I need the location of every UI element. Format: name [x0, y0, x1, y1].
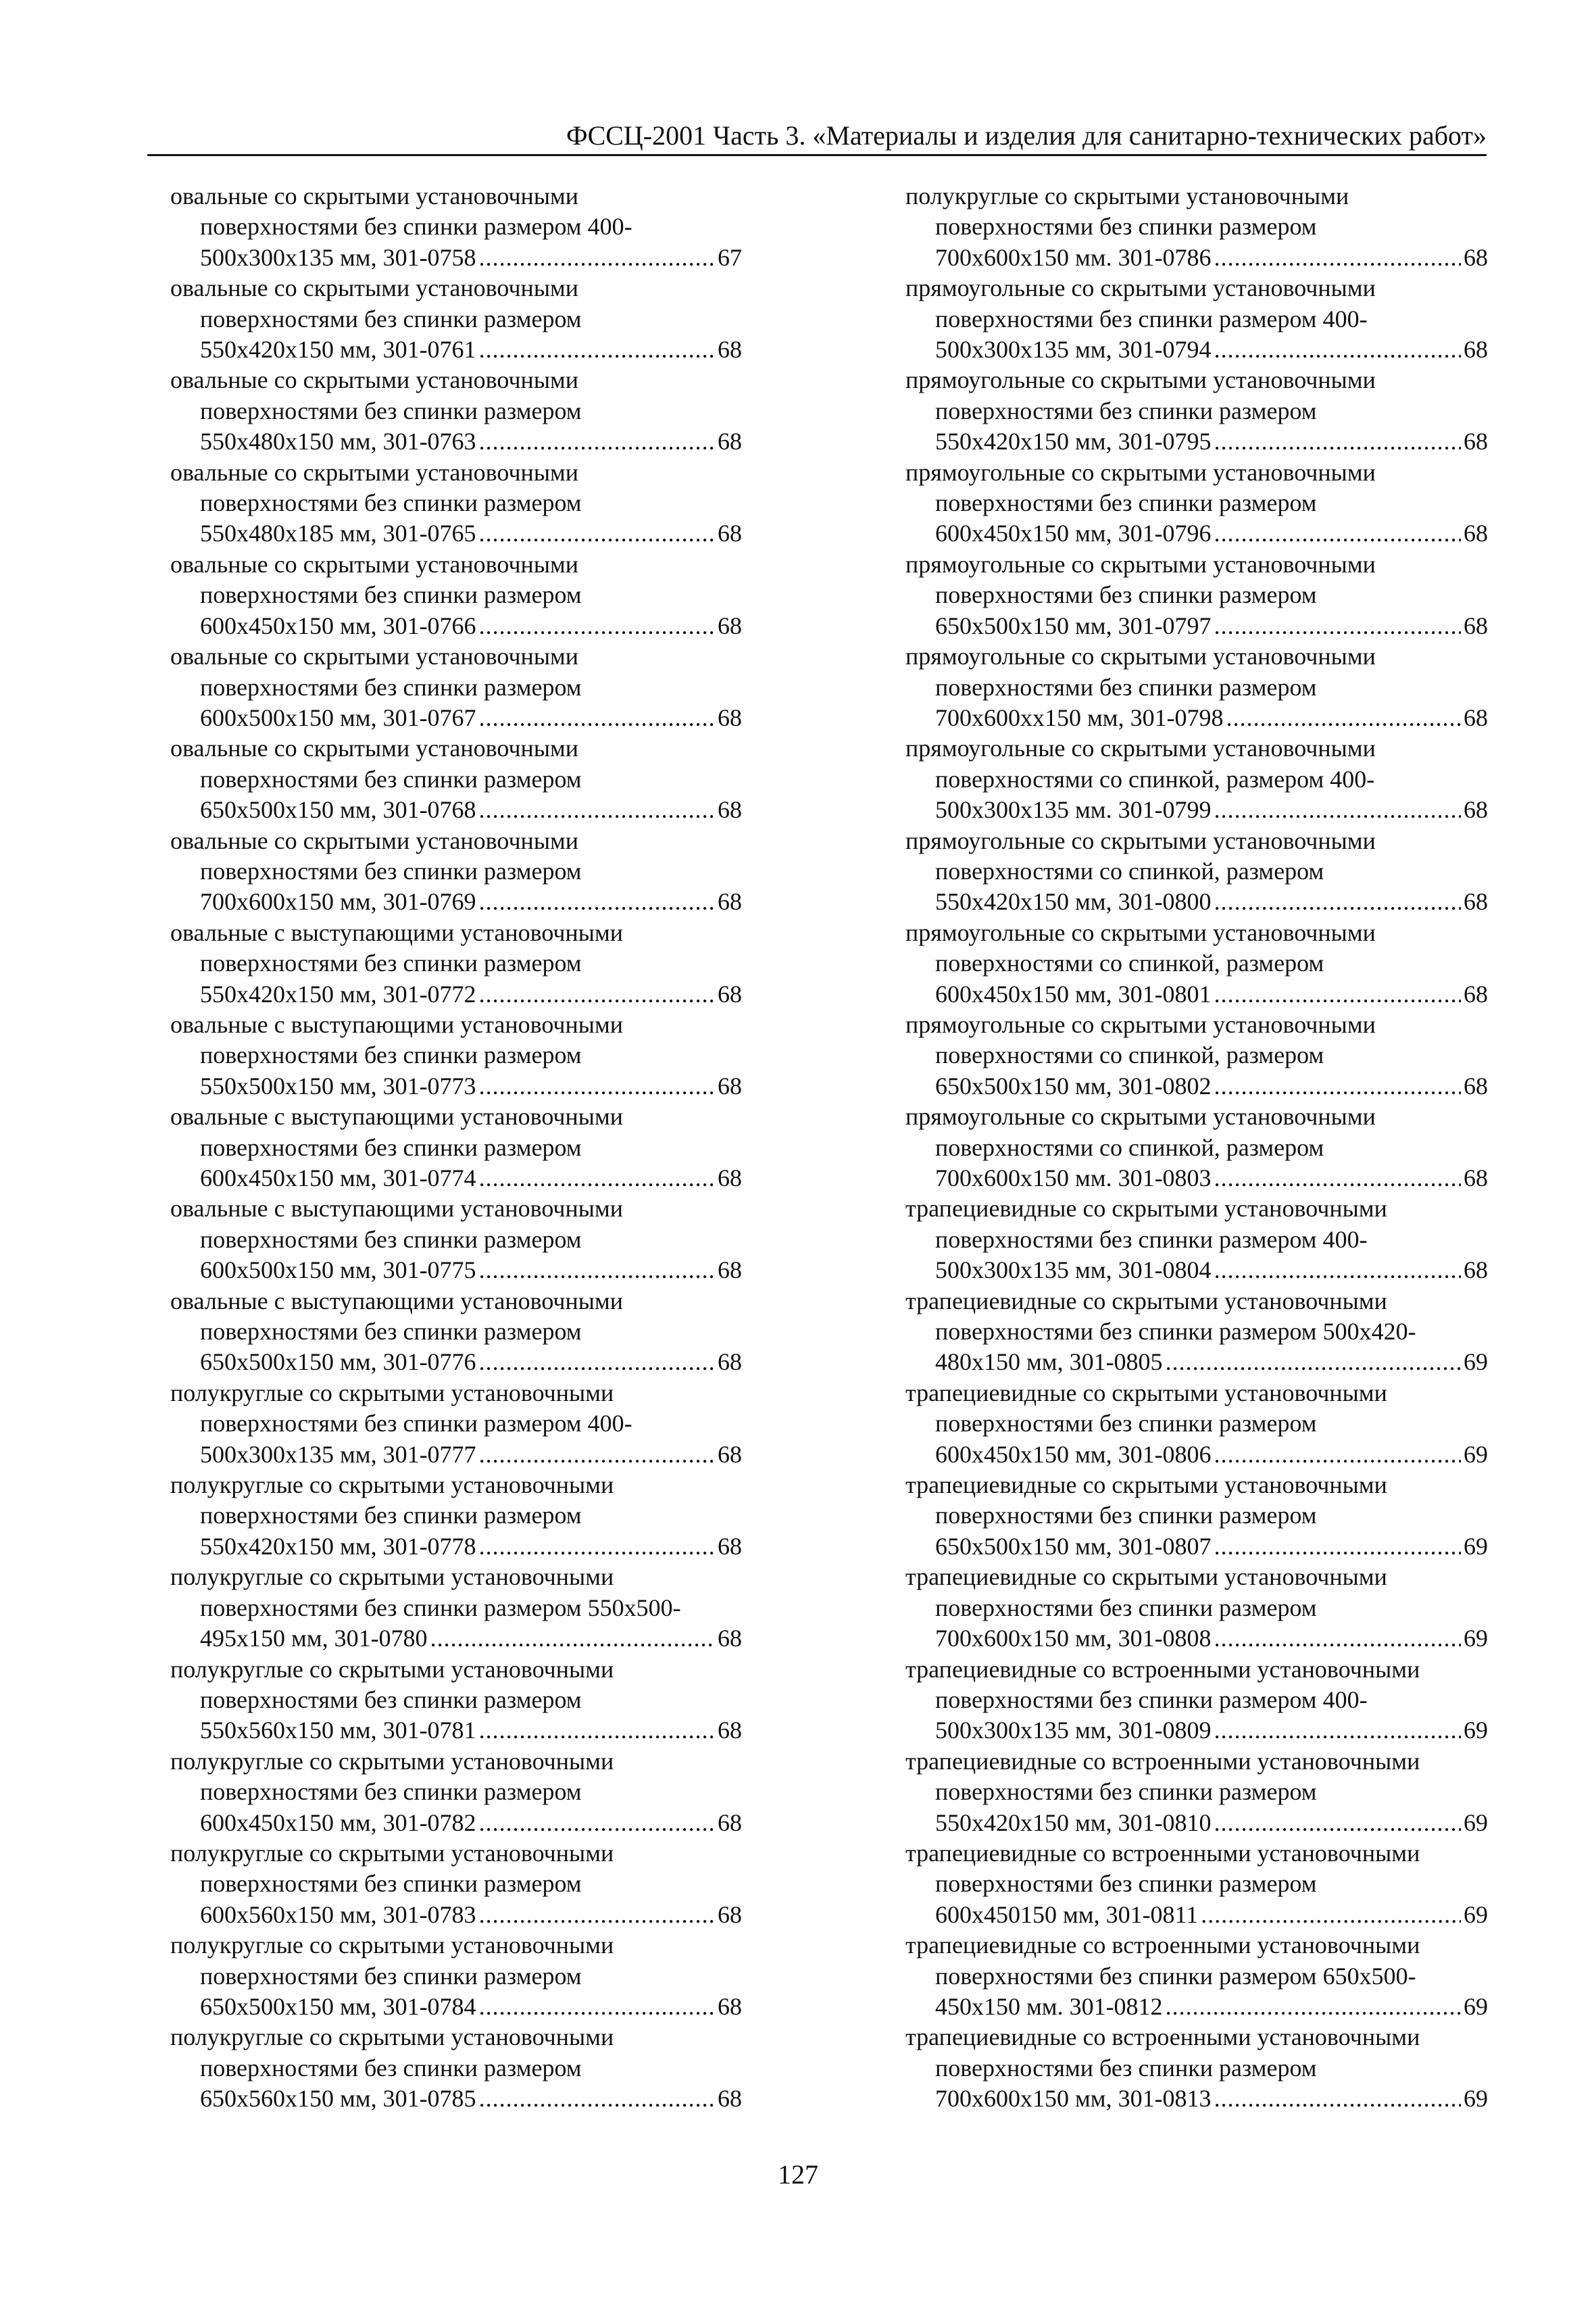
- entry-text-line: овальные со скрытыми установочными: [170, 550, 579, 578]
- dot-leader: [479, 1531, 715, 1562]
- entry-page-ref: 68: [1464, 520, 1488, 547]
- entry-text-line: поверхностями без спинки размером 550x500-: [200, 1594, 681, 1621]
- entry-text-line: поверхностями без спинки размером: [200, 1225, 582, 1253]
- entry-page-ref: 68: [718, 520, 742, 547]
- dot-leader: [1226, 703, 1461, 733]
- dot-leader: [479, 1071, 715, 1102]
- index-entry: [905, 641, 1488, 733]
- entry-text-line: поверхностями без спинки размером: [200, 1041, 582, 1069]
- entry-text-line: прямоугольные со скрытыми установочными: [905, 366, 1376, 394]
- index-entry: [170, 1838, 742, 1930]
- entry-page-ref: 68: [1464, 796, 1488, 824]
- entry-code-text: 650x560x150 мм, 301-0785: [200, 2085, 476, 2113]
- index-entry: [170, 1286, 742, 1378]
- index-entry: [905, 458, 1488, 549]
- index-entry: [170, 1193, 742, 1285]
- entry-last-line: [905, 243, 1488, 273]
- dot-leader: [479, 703, 715, 733]
- dot-leader: [479, 1347, 715, 1377]
- entry-code-text: 700x600x150 мм, 301-0808: [935, 1625, 1212, 1652]
- entry-page-ref: 68: [718, 1348, 742, 1376]
- index-entry: [170, 365, 742, 457]
- entry-last-line: [905, 887, 1488, 917]
- entry-page-ref: 68: [718, 980, 742, 1008]
- entry-text-line: поверхностями без спинки размером: [935, 1870, 1317, 1898]
- entry-code-text: 600x560x150 мм, 301-0783: [200, 1900, 476, 1928]
- entry-last-line: [905, 1900, 1488, 1930]
- entry-text-line: поверхностями без спинки размером: [935, 1410, 1317, 1437]
- index-entry: [170, 1470, 742, 1562]
- entry-last-line: [170, 1808, 742, 1838]
- entry-text-line: прямоугольные со скрытыми установочными: [905, 274, 1376, 302]
- entry-text-line: поверхностями без спинки размером: [935, 1594, 1317, 1621]
- entry-page-ref: 68: [718, 1900, 742, 1928]
- entry-text-line: поверхностями со спинкой, размером: [935, 1133, 1324, 1161]
- entry-code-text: 550x560x150 мм, 301-0781: [200, 1717, 476, 1744]
- entry-code-text: 700x600x150 мм. 301-0786: [935, 243, 1212, 271]
- entry-text-line: овальные с выступающими установочными: [170, 1287, 624, 1314]
- entry-text-line: поверхностями без спинки размером: [200, 581, 582, 609]
- index-entry: [905, 826, 1488, 918]
- entry-text-line: трапециевидные со скрытыми установочными: [905, 1195, 1387, 1223]
- entry-text-line: трапециевидные со скрытыми установочными: [905, 1379, 1387, 1406]
- dot-leader: [479, 1255, 715, 1285]
- entry-text-line: овальные с выступающими установочными: [170, 918, 624, 946]
- entry-text-line: поверхностями без спинки размером: [200, 305, 582, 333]
- entry-text-line: полукруглые со скрытыми установочными: [905, 182, 1349, 210]
- entry-page-ref: 68: [718, 428, 742, 456]
- dot-leader: [1166, 1347, 1461, 1377]
- entry-code-text: 480x150 мм, 301-0805: [935, 1348, 1163, 1376]
- entry-code-text: 600x450x150 мм, 301-0806: [935, 1440, 1212, 1468]
- index-entry: [170, 1102, 742, 1193]
- entry-last-line: [170, 1900, 742, 1930]
- entry-page-ref: 68: [718, 1072, 742, 1100]
- dot-leader: [1214, 1808, 1461, 1838]
- index-column-left: [170, 181, 742, 2115]
- entry-text-line: трапециевидные со скрытыми установочными: [905, 1287, 1387, 1314]
- entry-text-line: прямоугольные со скрытыми установочными: [905, 550, 1376, 578]
- entry-code-text: 700x600x150 мм, 301-0769: [200, 888, 476, 916]
- dot-leader: [1214, 518, 1461, 549]
- dot-leader: [479, 518, 715, 549]
- entry-last-line: [170, 611, 742, 641]
- entry-text-line: полукруглые со скрытыми установочными: [170, 1931, 614, 1959]
- entry-text-line: поверхностями без спинки размером 400-: [935, 305, 1368, 333]
- entry-text-line: овальные со скрытыми установочными: [170, 827, 579, 854]
- entry-page-ref: 68: [718, 1625, 742, 1652]
- entry-text-line: овальные с выступающими установочными: [170, 1010, 624, 1038]
- running-header: ФССЦ-2001 Часть 3. «Материалы и изделия для санитарно-технических работ»: [566, 120, 1487, 151]
- entry-text-line: поверхностями без спинки размером: [200, 1870, 582, 1898]
- entry-text-line: полукруглые со скрытыми установочными: [170, 1747, 614, 1775]
- entry-text-line: поверхностями без спинки размером 500x420-: [935, 1318, 1416, 1346]
- entry-text-line: трапециевидные со встроенными установочными: [905, 1747, 1420, 1775]
- entry-page-ref: 68: [1464, 888, 1488, 916]
- entry-page-ref: 69: [1464, 1625, 1488, 1652]
- dot-leader: [430, 1623, 715, 1654]
- entry-text-line: поверхностями без спинки размером 400-: [935, 1225, 1368, 1253]
- entry-page-ref: 69: [1464, 2085, 1488, 2113]
- entry-code-text: 500x300x135 мм, 301-0804: [935, 1256, 1212, 1284]
- entry-text-line: поверхностями без спинки размером: [935, 397, 1317, 424]
- index-entry: [170, 549, 742, 641]
- dot-leader: [1214, 1623, 1461, 1654]
- dot-leader: [479, 795, 715, 825]
- dot-leader: [1214, 426, 1461, 457]
- entry-text-line: поверхностями без спинки размером: [200, 1962, 582, 1990]
- entry-text-line: поверхностями без спинки размером 650x500-: [935, 1962, 1416, 1990]
- dot-leader: [479, 2084, 715, 2114]
- index-entry: [170, 1746, 742, 1838]
- entry-text-line: овальные с выступающими установочными: [170, 1103, 624, 1131]
- index-entry: [905, 1562, 1488, 1654]
- entry-last-line: [905, 611, 1488, 641]
- dot-leader: [1214, 979, 1461, 1010]
- entry-code-text: 600x500x150 мм, 301-0775: [200, 1256, 476, 1284]
- entry-code-text: 550x420x150 мм, 301-0800: [935, 888, 1212, 916]
- entry-text-line: полукруглые со скрытыми установочными: [170, 1563, 614, 1591]
- dot-leader: [479, 979, 715, 1010]
- index-entry: [170, 1930, 742, 2022]
- dot-leader: [1214, 1255, 1461, 1285]
- entry-text-line: прямоугольные со скрытыми установочными: [905, 1103, 1376, 1131]
- entry-last-line: [905, 1531, 1488, 1562]
- index-entry: [905, 1193, 1488, 1285]
- entry-text-line: поверхностями без спинки размером: [200, 1502, 582, 1529]
- index-entry: [905, 1838, 1488, 1930]
- entry-page-ref: 68: [718, 796, 742, 824]
- entry-last-line: [170, 703, 742, 733]
- index-entry: [905, 1378, 1488, 1470]
- entry-text-line: прямоугольные со скрытыми установочными: [905, 735, 1376, 762]
- entry-code-text: 600x450x150 мм, 301-0774: [200, 1164, 476, 1191]
- dot-leader: [1214, 1163, 1461, 1193]
- entry-text-line: полукруглые со скрытыми установочными: [170, 1379, 614, 1406]
- header-rule: [147, 154, 1487, 156]
- index-entry: [170, 458, 742, 549]
- entry-last-line: [905, 518, 1488, 549]
- entry-text-line: поверхностями без спинки размером: [200, 857, 582, 885]
- entry-text-line: поверхностями без спинки размером: [935, 489, 1317, 517]
- dot-leader: [1166, 1992, 1461, 2022]
- entry-code-text: 650x500x150 мм, 301-0776: [200, 1348, 476, 1376]
- index-entry: [905, 1286, 1488, 1378]
- entry-last-line: [905, 1163, 1488, 1193]
- entry-page-ref: 68: [718, 1532, 742, 1560]
- entry-text-line: поверхностями без спинки размером 400-: [935, 1685, 1368, 1713]
- entry-text-line: поверхностями без спинки размером: [200, 2054, 582, 2082]
- entry-page-ref: 68: [718, 1440, 742, 1468]
- page-number: 127: [778, 2159, 818, 2190]
- entry-code-text: 650x500x150 мм, 301-0797: [935, 612, 1212, 639]
- index-entry: [905, 918, 1488, 1010]
- entry-page-ref: 68: [718, 1717, 742, 1744]
- entry-text-line: полукруглые со скрытыми установочными: [170, 2023, 614, 2051]
- entry-code-text: 550x480x150 мм, 301-0763: [200, 428, 476, 456]
- dot-leader: [1214, 887, 1461, 917]
- entry-text-line: овальные со скрытыми установочными: [170, 274, 579, 302]
- entry-last-line: [170, 887, 742, 917]
- entry-text-line: трапециевидные со встроенными установочными: [905, 1839, 1420, 1867]
- entry-text-line: поверхностями со спинкой, размером: [935, 857, 1324, 885]
- entry-page-ref: 68: [718, 1992, 742, 2020]
- entry-text-line: овальные со скрытыми установочными: [170, 643, 579, 670]
- entry-code-text: 500x300x135 мм, 301-0809: [935, 1717, 1212, 1744]
- dot-leader: [479, 1715, 715, 1746]
- entry-code-text: 550x420x150 мм, 301-0761: [200, 336, 476, 364]
- entry-last-line: [905, 2084, 1488, 2114]
- entry-page-ref: 68: [1464, 704, 1488, 731]
- entry-text-line: прямоугольные со скрытыми установочными: [905, 458, 1376, 486]
- entry-code-text: 700x600x150 мм. 301-0803: [935, 1164, 1212, 1191]
- entry-page-ref: 68: [718, 1808, 742, 1836]
- entry-page-ref: 68: [718, 1164, 742, 1191]
- entry-page-ref: 68: [1464, 980, 1488, 1008]
- entry-text-line: поверхностями без спинки размером: [935, 581, 1317, 609]
- index-entry: [170, 641, 742, 733]
- entry-code-text: 550x480x185 мм, 301-0765: [200, 520, 476, 547]
- entry-code-text: 600x500x150 мм, 301-0767: [200, 704, 476, 731]
- index-entry: [170, 1378, 742, 1470]
- index-entry: [170, 273, 742, 365]
- entry-text-line: поверхностями без спинки размером: [200, 1318, 582, 1346]
- dot-leader: [1214, 2084, 1461, 2114]
- entry-last-line: [905, 1439, 1488, 1470]
- entry-code-text: 600x450150 мм, 301-0811: [935, 1900, 1199, 1928]
- entry-page-ref: 68: [718, 336, 742, 364]
- entry-page-ref: 68: [1464, 428, 1488, 456]
- entry-last-line: [170, 1439, 742, 1470]
- index-entry: [170, 733, 742, 825]
- entry-text-line: полукруглые со скрытыми установочными: [170, 1471, 614, 1499]
- entry-text-line: трапециевидные со скрытыми установочными: [905, 1563, 1387, 1591]
- entry-page-ref: 69: [1464, 1900, 1488, 1928]
- entry-page-ref: 68: [1464, 336, 1488, 364]
- dot-leader: [1201, 1900, 1461, 1930]
- entry-code-text: 650x500x150 мм, 301-0784: [200, 1992, 476, 2020]
- entry-text-line: трапециевидные со встроенными установочными: [905, 1655, 1420, 1683]
- entry-page-ref: 68: [1464, 612, 1488, 639]
- entry-last-line: [170, 795, 742, 825]
- dot-leader: [479, 1439, 715, 1470]
- entry-text-line: овальные со скрытыми установочными: [170, 182, 579, 210]
- entry-code-text: 450x150 мм. 301-0812: [935, 1992, 1163, 2020]
- entry-text-line: поверхностями без спинки размером: [200, 1685, 582, 1713]
- entry-last-line: [170, 1163, 742, 1193]
- dot-leader: [479, 243, 715, 273]
- entry-code-text: 650x500x150 мм, 301-0802: [935, 1072, 1212, 1100]
- entry-page-ref: 68: [1464, 1072, 1488, 1100]
- entry-page-ref: 68: [718, 888, 742, 916]
- entry-last-line: [905, 1992, 1488, 2022]
- index-entry: [170, 1010, 742, 1102]
- entry-page-ref: 68: [718, 612, 742, 639]
- entry-code-text: 650x500x150 мм, 301-0807: [935, 1532, 1212, 1560]
- dot-leader: [479, 1900, 715, 1930]
- entry-last-line: [905, 1623, 1488, 1654]
- entry-last-line: [170, 1531, 742, 1562]
- entry-text-line: поверхностями без спинки размером: [200, 489, 582, 517]
- dot-leader: [479, 335, 715, 365]
- entry-code-text: 600x450x150 мм, 301-0796: [935, 520, 1212, 547]
- entry-page-ref: 68: [1464, 243, 1488, 271]
- dot-leader: [1214, 1715, 1461, 1746]
- entry-code-text: 550x420x150 мм, 301-0772: [200, 980, 476, 1008]
- index-entry: [905, 1470, 1488, 1562]
- index-entry: [170, 1654, 742, 1746]
- entry-text-line: поверхностями без спинки размером: [935, 1778, 1317, 1806]
- dot-leader: [479, 1992, 715, 2022]
- entry-page-ref: 68: [718, 2085, 742, 2113]
- index-entry: [905, 2022, 1488, 2114]
- entry-last-line: [170, 1071, 742, 1102]
- entry-text-line: прямоугольные со скрытыми установочными: [905, 1010, 1376, 1038]
- entry-last-line: [905, 1715, 1488, 1746]
- index-entry: [905, 1102, 1488, 1193]
- entry-code-text: 600x450x150 мм, 301-0766: [200, 612, 476, 639]
- entry-code-text: 550x420x150 мм, 301-0778: [200, 1532, 476, 1560]
- entry-text-line: поверхностями без спинки размером: [200, 673, 582, 701]
- entry-last-line: [170, 1255, 742, 1285]
- entry-text-line: поверхностями без спинки размером: [200, 765, 582, 793]
- entry-text-line: поверхностями без спинки размером 400-: [200, 213, 632, 241]
- entry-code-text: 650x500x150 мм, 301-0768: [200, 796, 476, 824]
- entry-last-line: [170, 243, 742, 273]
- entry-last-line: [905, 1347, 1488, 1377]
- entry-last-line: [170, 1715, 742, 1746]
- index-entry: [905, 1010, 1488, 1102]
- entry-last-line: [170, 335, 742, 365]
- index-entry: [905, 1746, 1488, 1838]
- entry-code-text: 700x600xx150 мм, 301-0798: [935, 704, 1224, 731]
- entry-text-line: овальные с выступающими установочными: [170, 1195, 624, 1223]
- entry-last-line: [905, 1808, 1488, 1838]
- entry-text-line: поверхностями со спинкой, размером 400-: [935, 765, 1375, 793]
- entry-code-text: 550x420x150 мм, 301-0810: [935, 1808, 1212, 1836]
- index-entry: [170, 181, 742, 273]
- entry-last-line: [905, 426, 1488, 457]
- entry-last-line: [905, 703, 1488, 733]
- entry-last-line: [905, 1255, 1488, 1285]
- entry-text-line: поверхностями без спинки размером: [200, 950, 582, 977]
- entry-text-line: прямоугольные со скрытыми установочными: [905, 827, 1376, 854]
- entry-text-line: овальные со скрытыми установочными: [170, 366, 579, 394]
- entry-code-text: 500x300x135 мм, 301-0758: [200, 243, 476, 271]
- entry-page-ref: 69: [1464, 1808, 1488, 1836]
- index-entry: [170, 1562, 742, 1654]
- entry-last-line: [905, 795, 1488, 825]
- entry-text-line: поверхностями без спинки размером: [200, 1133, 582, 1161]
- entry-text-line: трапециевидные со встроенными установочными: [905, 1931, 1420, 1959]
- dot-leader: [1214, 1531, 1461, 1562]
- entry-text-line: поверхностями без спинки размером: [935, 213, 1317, 241]
- dot-leader: [1214, 1071, 1461, 1102]
- entry-page-ref: 68: [718, 704, 742, 731]
- entry-text-line: полукруглые со скрытыми установочными: [170, 1839, 614, 1867]
- dot-leader: [479, 887, 715, 917]
- entry-page-ref: 68: [1464, 1256, 1488, 1284]
- index-entry: [170, 2022, 742, 2114]
- entry-code-text: 495x150 мм, 301-0780: [200, 1625, 428, 1652]
- dot-leader: [479, 1808, 715, 1838]
- entry-page-ref: 69: [1464, 1717, 1488, 1744]
- index-entry: [170, 918, 742, 1010]
- dot-leader: [479, 1163, 715, 1193]
- entry-text-line: трапециевидные со скрытыми установочными: [905, 1471, 1387, 1499]
- entry-code-text: 600x450x150 мм, 301-0801: [935, 980, 1212, 1008]
- dot-leader: [1214, 1439, 1461, 1470]
- entry-code-text: 500x300x135 мм. 301-0799: [935, 796, 1212, 824]
- entry-page-ref: 69: [1464, 1348, 1488, 1376]
- entry-text-line: поверхностями без спинки размером: [935, 673, 1317, 701]
- entry-last-line: [170, 1623, 742, 1654]
- entry-last-line: [170, 426, 742, 457]
- entry-text-line: овальные со скрытыми установочными: [170, 735, 579, 762]
- dot-leader: [479, 426, 715, 457]
- entry-code-text: 500x300x135 мм, 301-0777: [200, 1440, 476, 1468]
- dot-leader: [479, 611, 715, 641]
- entry-page-ref: 68: [718, 1256, 742, 1284]
- entry-code-text: 550x420x150 мм, 301-0795: [935, 428, 1212, 456]
- entry-last-line: [905, 979, 1488, 1010]
- entry-page-ref: 68: [1464, 1164, 1488, 1191]
- entry-text-line: поверхностями без спинки размером: [200, 397, 582, 424]
- entry-code-text: 500x300x135 мм, 301-0794: [935, 336, 1212, 364]
- entry-last-line: [170, 979, 742, 1010]
- entry-last-line: [170, 2084, 742, 2114]
- entry-text-line: трапециевидные со встроенными установочными: [905, 2023, 1420, 2051]
- entry-page-ref: 69: [1464, 1440, 1488, 1468]
- entry-text-line: поверхностями без спинки размером: [935, 1502, 1317, 1529]
- index-entry: [905, 181, 1488, 273]
- entry-text-line: овальные со скрытыми установочными: [170, 458, 579, 486]
- entry-text-line: поверхностями со спинкой, размером: [935, 950, 1324, 977]
- index-entry: [905, 549, 1488, 641]
- index-column-right: [905, 181, 1488, 2115]
- entry-last-line: [170, 518, 742, 549]
- index-entry: [170, 826, 742, 918]
- entry-last-line: [905, 335, 1488, 365]
- entry-page-ref: 69: [1464, 1992, 1488, 2020]
- entry-text-line: поверхностями без спинки размером: [935, 2054, 1317, 2082]
- entry-last-line: [170, 1992, 742, 2022]
- entry-text-line: прямоугольные со скрытыми установочными: [905, 643, 1376, 670]
- index-entry: [905, 365, 1488, 457]
- index-entry: [905, 1654, 1488, 1746]
- entry-page-ref: 69: [1464, 1532, 1488, 1560]
- entry-code-text: 550x500x150 мм, 301-0773: [200, 1072, 476, 1100]
- entry-last-line: [905, 1071, 1488, 1102]
- dot-leader: [1214, 335, 1461, 365]
- entry-text-line: поверхностями без спинки размером 400-: [200, 1410, 632, 1437]
- entry-page-ref: 67: [718, 243, 742, 271]
- index-entry: [905, 1930, 1488, 2022]
- entry-text-line: прямоугольные со скрытыми установочными: [905, 918, 1376, 946]
- entry-text-line: полукруглые со скрытыми установочными: [170, 1655, 614, 1683]
- entry-code-text: 600x450x150 мм, 301-0782: [200, 1808, 476, 1836]
- entry-text-line: поверхностями без спинки размером: [200, 1778, 582, 1806]
- entry-text-line: поверхностями со спинкой, размером: [935, 1041, 1324, 1069]
- index-entry: [905, 733, 1488, 825]
- entry-last-line: [170, 1347, 742, 1377]
- dot-leader: [1214, 243, 1461, 273]
- dot-leader: [1214, 611, 1461, 641]
- index-entry: [905, 273, 1488, 365]
- entry-code-text: 700x600x150 мм, 301-0813: [935, 2085, 1212, 2113]
- dot-leader: [1214, 795, 1461, 825]
